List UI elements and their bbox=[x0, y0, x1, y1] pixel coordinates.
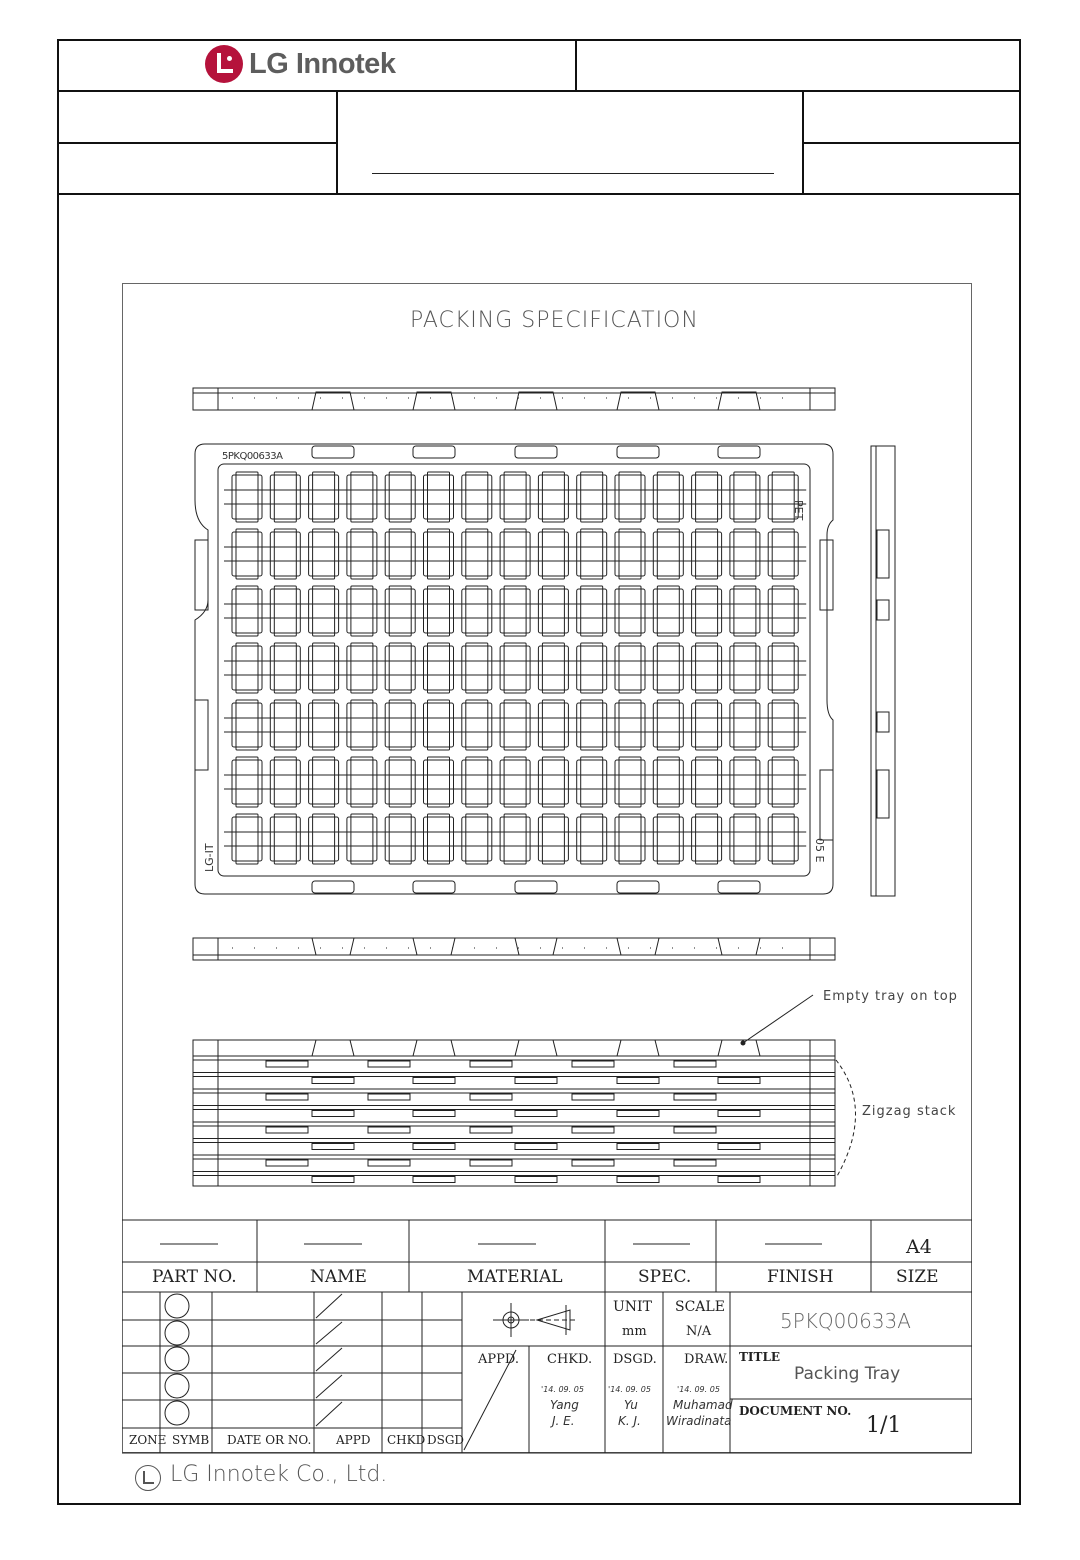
label-name: NAME bbox=[310, 1267, 367, 1287]
label-part-no: PART NO. bbox=[152, 1267, 237, 1287]
chkd-name2: J. E. bbox=[552, 1414, 575, 1428]
document-label: DOCUMENT NO. bbox=[739, 1404, 852, 1418]
scale-label: SCALE bbox=[675, 1299, 725, 1315]
tray-mark-lgit: LG-IT bbox=[203, 843, 216, 872]
sign-draw: DRAW. bbox=[684, 1352, 729, 1367]
rev-symb: SYMB bbox=[172, 1433, 210, 1447]
tray-mark-rev: 05 E bbox=[813, 838, 826, 863]
document-value: 1/1 bbox=[866, 1413, 902, 1438]
chkd-name1: Yang bbox=[550, 1398, 579, 1412]
dsgd-date: '14. 09. 05 bbox=[608, 1385, 651, 1394]
annotation-empty-tray: Empty tray on top bbox=[823, 989, 958, 1004]
sign-dsgd: DSGD. bbox=[613, 1352, 657, 1367]
company-logo-text: LG Innotek bbox=[249, 47, 396, 80]
label-size: SIZE bbox=[896, 1267, 939, 1287]
drawing-title: PACKING SPECIFICATION bbox=[410, 308, 699, 333]
sign-appd: APPD. bbox=[478, 1352, 519, 1367]
rev-date: DATE OR NO. bbox=[227, 1433, 312, 1447]
rev-appd: APPD bbox=[336, 1433, 371, 1447]
size-value: A4 bbox=[906, 1236, 932, 1258]
draw-date: '14. 09. 05 bbox=[677, 1385, 720, 1394]
footer-logo-icon bbox=[135, 1465, 161, 1491]
rev-zone: ZONE bbox=[129, 1433, 167, 1447]
sign-chkd: CHKD. bbox=[547, 1352, 593, 1367]
rev-chkd: CHKD bbox=[387, 1433, 426, 1447]
rev-dsgd: DSGD bbox=[427, 1433, 465, 1447]
label-material: MATERIAL bbox=[467, 1267, 563, 1287]
label-spec: SPEC. bbox=[638, 1267, 692, 1287]
dsgd-name1: Yu bbox=[624, 1398, 638, 1412]
annotation-zigzag: Zigzag stack bbox=[862, 1104, 957, 1119]
title-value: Packing Tray bbox=[794, 1364, 901, 1384]
footer-company: LG Innotek Co., Ltd. bbox=[170, 1462, 388, 1487]
dsgd-name2: K. J. bbox=[618, 1414, 641, 1428]
unit-value: mm bbox=[622, 1324, 647, 1339]
label-finish: FINISH bbox=[767, 1267, 834, 1287]
draw-name1: Muhamad bbox=[673, 1398, 733, 1412]
draw-name2: Wiradinata bbox=[666, 1414, 732, 1428]
part-number: 5PKQ00633A bbox=[780, 1309, 911, 1333]
title-label: TITLE bbox=[739, 1350, 781, 1364]
tray-mark-pet: PET bbox=[792, 500, 805, 521]
chkd-date: '14. 09. 05 bbox=[541, 1385, 584, 1394]
tray-mark-part: 5PKQ00633A bbox=[222, 451, 283, 462]
unit-label: UNIT bbox=[613, 1299, 652, 1315]
scale-value: N/A bbox=[686, 1324, 712, 1339]
